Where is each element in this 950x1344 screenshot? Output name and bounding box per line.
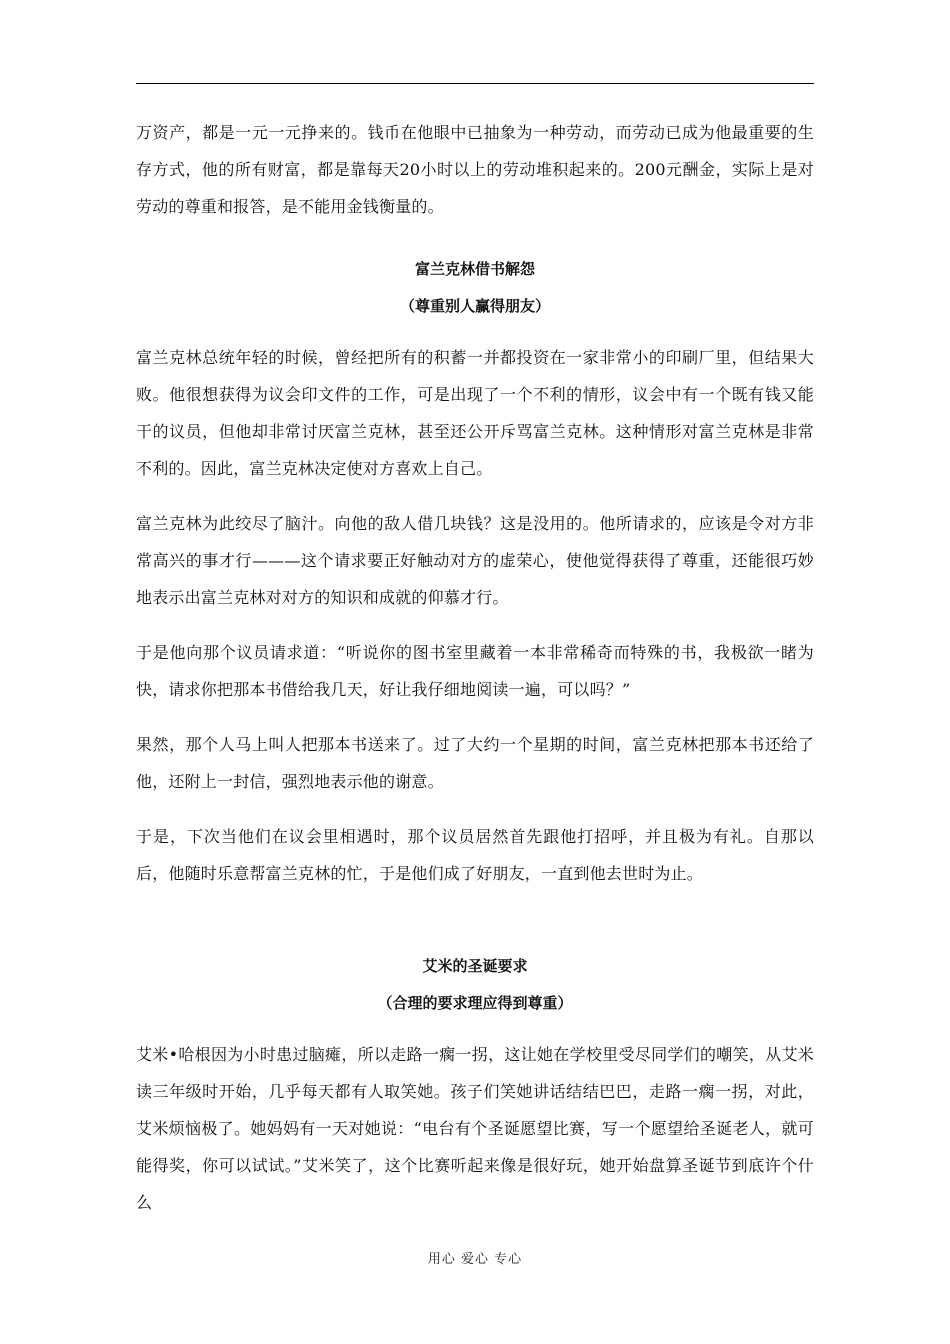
section-subtitle: （合理的要求理应得到尊重） <box>377 994 573 1012</box>
paragraph: 富兰克林总统年轻的时候，曾经把所有的积蓄一并都投资在一家非常小的印刷厂里，但结果大败。他很想获得为议会印文件的工作，可是出现了一个不利的情形，议会中有一个既有钱又能干的议员，但他却非常讨厌富兰克林，甚至还公开斥骂富兰克林。这种情形对富兰克林是非常不利的。因此，富兰克林决定使对方喜欢上自己。 <box>136 348 814 478</box>
paragraph: 富兰克林为此绞尽了脑汁。向他的敌人借几块钱？这是没用的。他所请求的，应该是令对方非常高兴的事才行———这个请求要正好触动对方的虚荣心，使他觉得获得了尊重，还能很巧妙地表示出富兰克林对对方的知识和成就的仰慕才行。 <box>136 514 814 607</box>
page-footer: 用心 爱心 专心 <box>427 1252 523 1267</box>
header-rule <box>136 83 814 84</box>
section-subtitle: （尊重别人赢得朋友） <box>399 297 550 315</box>
section-title: 富兰克林借书解怨 <box>414 260 535 278</box>
paragraph: 于是他向那个议员请求道：“听说你的图书室里藏着一本非常稀奇而特殊的书，我极欲一睹为快，请求你把那本书借给我几天，好让我仔细地阅读一遍，可以吗？” <box>136 643 814 699</box>
section-franklin <box>136 251 814 892</box>
section-title: 艾米的圣诞要求 <box>422 957 528 975</box>
section-spacer <box>136 910 814 948</box>
section-amy <box>136 948 814 1221</box>
intro-paragraph: 万资产，都是一元一元挣来的。钱币在他眼中已抽象为一种劳动，而劳动已成为他最重要的生存方式，他的所有财富，都是靠每天20小时以上的劳动堆积起来的。200元酬金，实际上是对劳动的尊重和报答，是不能用金钱衡量的。 <box>136 123 814 216</box>
document-body <box>136 114 814 1239</box>
paragraph: 艾米•哈根因为小时患过脑瘫，所以走路一瘸一拐，这让她在学校里受尽同学们的嘲笑，从艾米读三年级时开始，几乎每天都有人取笑她。孩子们笑她讲话结结巴巴，走路一瘸一拐，对此，艾米烦恼极了。她妈妈有一天对她说：“电台有个圣诞愿望比赛，写一个愿望给圣诞老人，就可能得奖，你可以试试。”艾米笑了，这个比赛听起来像是很好玩，她开始盘算圣诞节到底许个什么 <box>136 1045 814 1212</box>
paragraph: 于是，下次当他们在议会里相遇时，那个议员居然首先跟他打招呼，并且极为有礼。自那以后，他随时乐意帮富兰克林的忙，于是他们成了好朋友，一直到他去世时为止。 <box>136 827 814 883</box>
paragraph: 果然，那个人马上叫人把那本书送来了。过了大约一个星期的时间，富兰克林把那本书还给了他，还附上一封信，强烈地表示他的谢意。 <box>136 735 814 791</box>
